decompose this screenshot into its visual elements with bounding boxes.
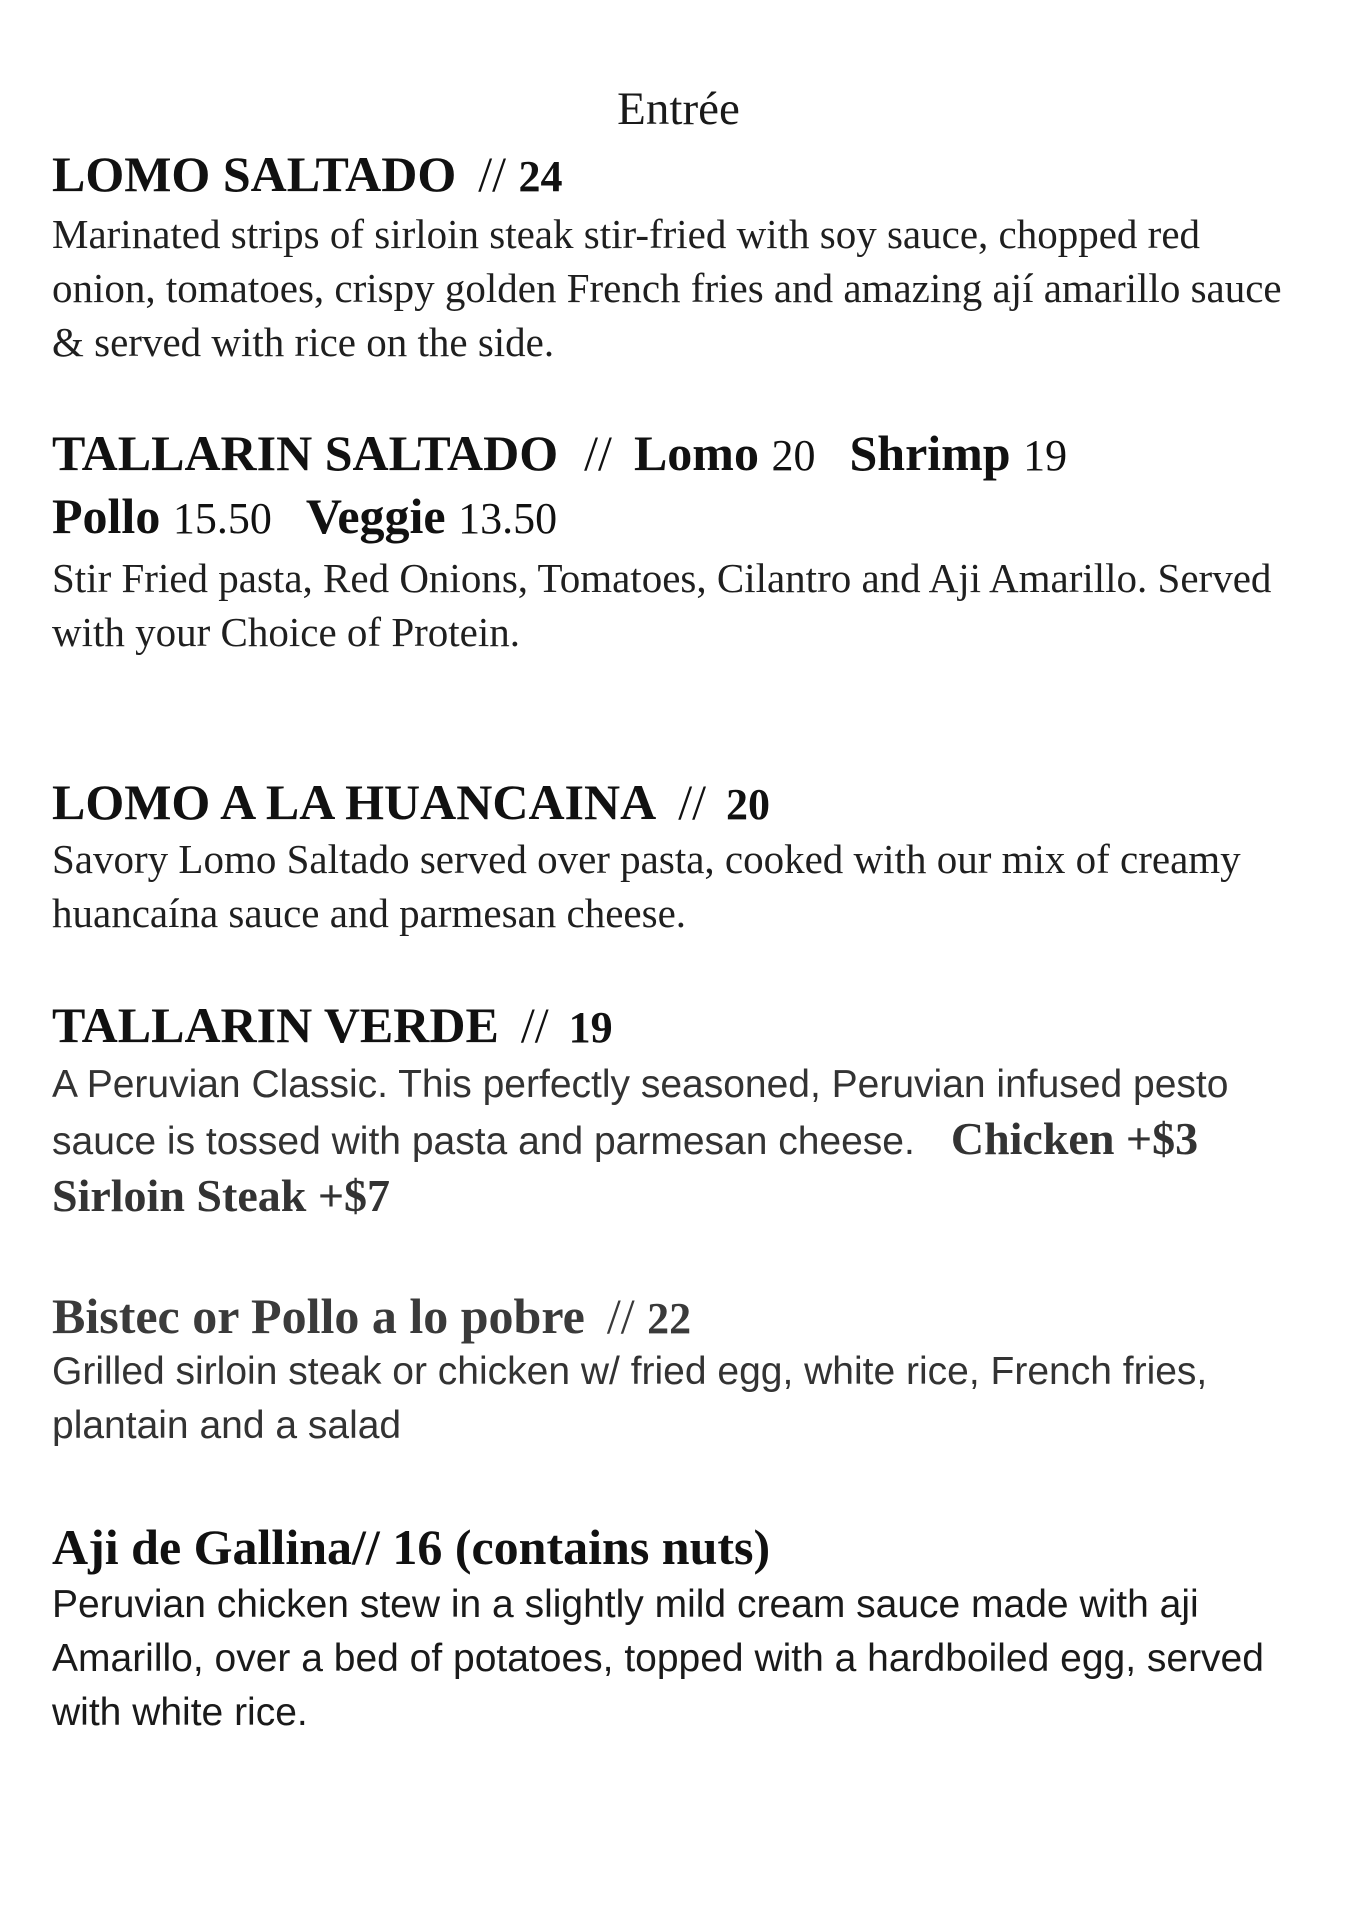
option-price-pollo: 15.50 [172, 494, 272, 543]
item-price: 22 [647, 1294, 692, 1343]
item-description-lomo-saltado: Marinated strips of sirloin steak stir-fried with soy sauce, chopped red onion, tomatoes, crispy golden French fries and amazing ají amarillo sauce & served with rice on the side. [52, 211, 1282, 365]
item-note: (contains nuts) [454, 1519, 771, 1575]
item-title-tallarin-verde [52, 995, 613, 1058]
item-name: LOMO A LA HUANCAINA [52, 774, 657, 830]
item-name: TALLARIN SALTADO [52, 425, 559, 481]
item-description-bistec-or-pollo: Grilled sirloin steak or chicken w/ fried egg, white rice, French fries, plantain and a salad [52, 1350, 1208, 1447]
item-title-lomo-saltado [52, 144, 563, 207]
section-heading: Entrée [617, 83, 740, 135]
price-separator: // [606, 1288, 635, 1344]
description-text: A Peruvian Classic. This perfectly seasoned, Peruvian infused pesto sauce is tossed with pasta and parmesan cheese. [52, 1063, 1229, 1163]
item-title-bistec-or-pollo [52, 1286, 691, 1349]
option-name-lomo: Lomo [633, 425, 759, 481]
item-title-tallarin-saltado [52, 423, 1067, 486]
item-description-tallarin-verde [52, 1058, 1302, 1226]
item-name: Aji de Gallina// [52, 1519, 380, 1575]
item-price: 16 [392, 1519, 443, 1575]
item-name: TALLARIN VERDE [52, 997, 499, 1053]
price-separator: // [478, 146, 507, 202]
item-description-aji-de-gallina: Peruvian chicken stew in a slightly mild cream sauce made with aji Amarillo, over a bed of potatoes, topped with a hardboiled egg, served with white rice. [52, 1583, 1264, 1734]
price-separator: // [678, 774, 707, 830]
option-price-lomo: 20 [771, 431, 816, 480]
item-description-tallarin-saltado: Stir Fried pasta, Red Onions, Tomatoes, Cilantro and Aji Amarillo. Served with your Choice of Protein. [52, 555, 1272, 655]
item-price: 19 [568, 1003, 613, 1052]
item-addons: Chicken +$3 Sirloin Steak +$7 [52, 1113, 1199, 1221]
item-price: 24 [518, 152, 563, 201]
option-price-veggie: 13.50 [458, 494, 558, 543]
item-description-lomo-a-la-huancaina: Savory Lomo Saltado served over pasta, cooked with our mix of creamy huancaína sauce and parmesan cheese. [52, 836, 1241, 936]
item-name: LOMO SALTADO [52, 146, 457, 202]
price-separator: // [520, 997, 549, 1053]
price-separator: // [584, 425, 612, 481]
option-name-pollo: Pollo [52, 488, 161, 544]
item-options-tallarin-saltado [52, 486, 557, 549]
item-title-aji-de-gallina [52, 1517, 770, 1577]
option-name-veggie: Veggie [305, 488, 446, 544]
option-price-shrimp: 19 [1023, 431, 1068, 480]
item-name: Bistec or Pollo a lo pobre [52, 1288, 585, 1344]
option-name-shrimp: Shrimp [849, 425, 1011, 481]
item-price: 20 [726, 780, 771, 829]
item-title-lomo-a-la-huancaina [52, 772, 770, 835]
